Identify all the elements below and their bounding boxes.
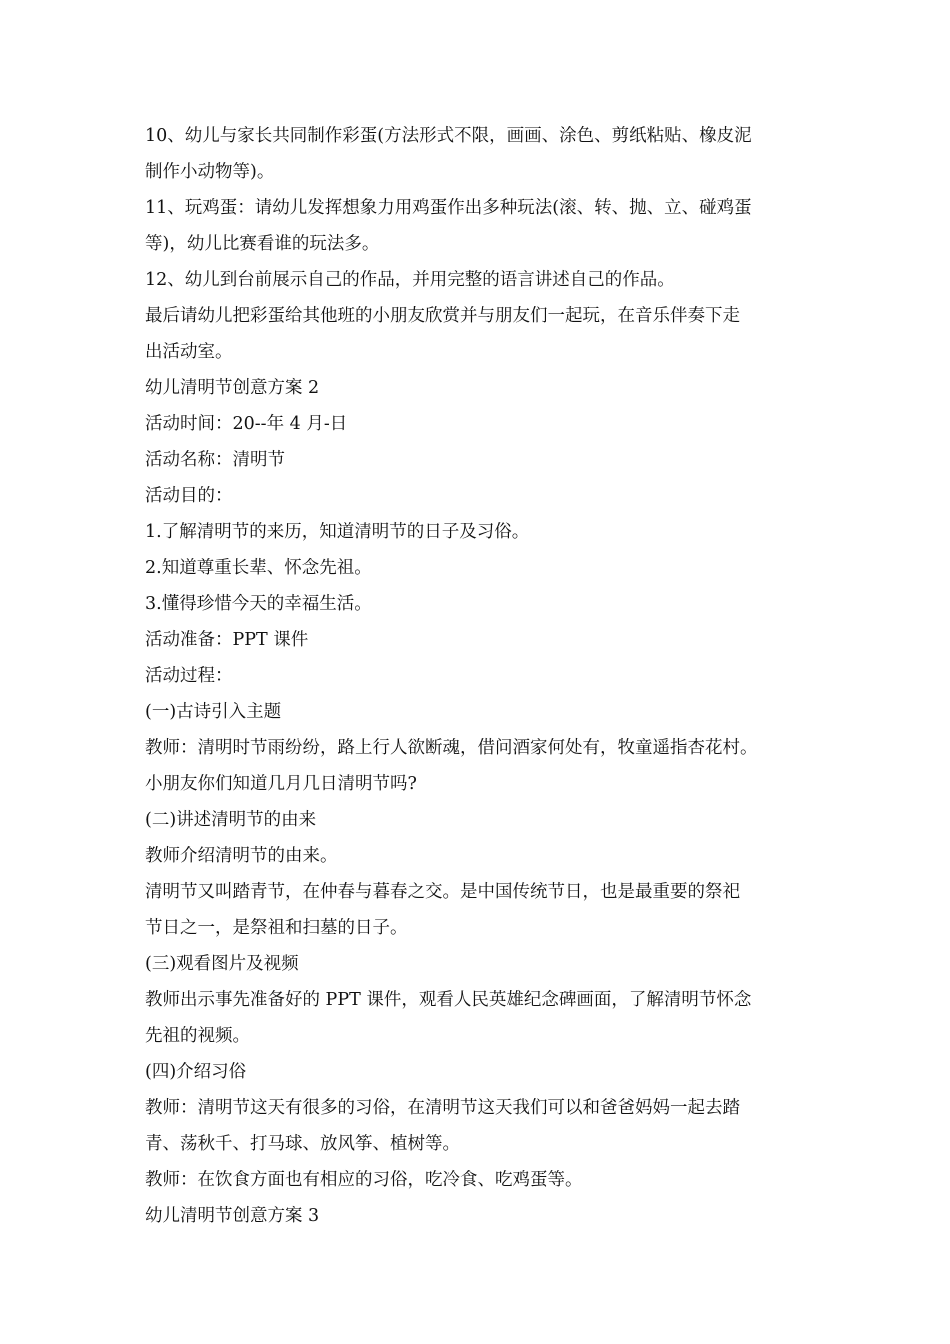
text-line: 教师出示事先准备好的 PPT 课件，观看人民英雄纪念碑画面，了解清明节怀念 (145, 990, 752, 1010)
text-line: 12、幼儿到台前展示自己的作品，并用完整的语言讲述自己的作品。 (145, 270, 675, 290)
text-line: 等)，幼儿比赛看谁的玩法多。 (145, 234, 380, 254)
text-line: 教师介绍清明节的由来。 (145, 846, 338, 866)
text-line: 清明节又叫踏青节，在仲春与暮春之交。是中国传统节日，也是最重要的祭祀 (145, 882, 740, 902)
text-line: 制作小动物等)。 (145, 162, 275, 182)
text-line: 节日之一，是祭祖和扫墓的日子。 (145, 918, 408, 938)
text-line: 先祖的视频。 (145, 1026, 250, 1046)
section-heading: 幼儿清明节创意方案 3 (145, 1206, 320, 1226)
text-line: 教师：在饮食方面也有相应的习俗，吃冷食、吃鸡蛋等。 (145, 1170, 583, 1190)
subsection-heading: (四)介绍习俗 (145, 1062, 247, 1082)
text-line: 1.了解清明节的来历，知道清明节的日子及习俗。 (145, 522, 530, 542)
text-line: 教师：清明时节雨纷纷，路上行人欲断魂，借问酒家何处有，牧童遥指杏花村。 (145, 738, 758, 758)
text-line: 活动过程： (145, 666, 233, 686)
text-line: 活动名称：清明节 (145, 450, 285, 470)
text-line: 活动目的： (145, 486, 233, 506)
text-line: 小朋友你们知道几月几日清明节吗? (145, 774, 417, 794)
text-line: 活动准备：PPT 课件 (145, 630, 309, 650)
text-line: 2.知道尊重长辈、怀念先祖。 (145, 558, 372, 578)
section-heading: 幼儿清明节创意方案 2 (145, 378, 320, 398)
text-line: 出活动室。 (145, 342, 233, 362)
subsection-heading: (一)古诗引入主题 (145, 702, 282, 722)
text-line: 11、玩鸡蛋：请幼儿发挥想象力用鸡蛋作出多种玩法(滚、转、抛、立、碰鸡蛋 (145, 198, 752, 218)
subsection-heading: (三)观看图片及视频 (145, 954, 299, 974)
text-line: 活动时间：20--年 4 月-日 (145, 414, 348, 434)
text-line: 3.懂得珍惜今天的幸福生活。 (145, 594, 372, 614)
text-line: 10、幼儿与家长共同制作彩蛋(方法形式不限，画画、涂色、剪纸粘贴、橡皮泥 (145, 126, 752, 146)
text-line: 最后请幼儿把彩蛋给其他班的小朋友欣赏并与朋友们一起玩，在音乐伴奏下走 (145, 306, 740, 326)
text-line: 教师：清明节这天有很多的习俗，在清明节这天我们可以和爸爸妈妈一起去踏 (145, 1098, 740, 1118)
text-line: 青、荡秋千、打马球、放风筝、植树等。 (145, 1134, 460, 1154)
document-body (145, 118, 825, 1234)
subsection-heading: (二)讲述清明节的由来 (145, 810, 317, 830)
